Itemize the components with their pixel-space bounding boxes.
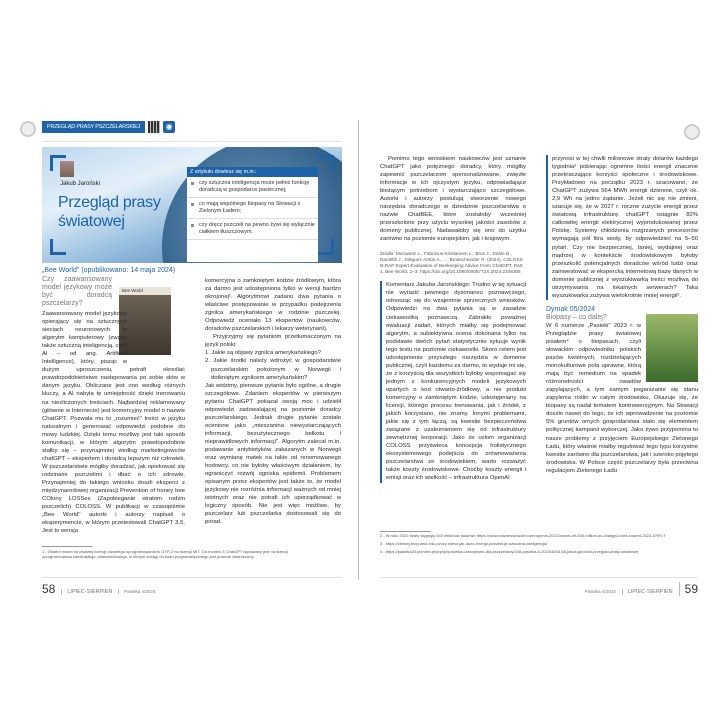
footnote: 2 - W roku 2022 straty sięgnęły 540 milionów dolarów: https://www.businessinsider.com/openai-2022-losses-hit-540-million-as-chatgpt-costs-soared-2023-5?IR=T [380,533,666,538]
body-text: Zaawansowany model językowy opierający się na sztucznych sieciach neuronowych to algorytm komputerowy (zwany także sztuczną inteligencją, czyli AI – od ang. Artificial Intelligence), który, pisząc w dużym uproszczeniu, potrafi określać prawdopodobieństwo następowania po sobie słów w danym języku. Obliczane jest ono według różnych kluczy, a AI nabyła tę umiejętność dzięki trenowaniu na niezliczonych treściach. Najbardziej reklamowany (głównie w Internecie) jest komercyjny model o nazwie ChatGPT. Pozwala mu to „rozumieć" treści w języku naturalnym i generować odpowiedzi podobne do mowy ludzkiej. Dzięki temu możliwy jest taki sposób komunikacji, w którym algorytm prawdopodobnie stałby się – przynajmniej według marketingowców chatGPT – ekspertem i doradcą lepszym niż człowiek. W pszczelarstwie mógłby doradzać, jak opiekować się rodzinami pszczelimi i dbać o ich zdrowie. Przynajmniej do takiego wniosku doszli eksperci z międzynarodowej organizacji Prevention of honey bee COlony LOSSes (Zapobieganie stratom rodzin pszczelich) COLOSS. W publikacji w czasopiśmie „Bee World" autorki i autorzy napisali o eksperymencie, w którym przetestowali ChatGPT 3.5. Jest to wersja [42,311,185,535]
source-citation: Źródło: Morawetz L., Fabricius Kristiansen L., Brus J., Dahle B., Danihlík J., Diéguez-Antón A., … Brodschneider R. (2024). COLOSS B-RAP Expert Evaluation of Beekeeping Advice From ChatGPT, Part 1. Bee World, 1–3. https://doi.org/10.1080/0005772X.2024.2348305 [380,250,523,275]
globe-icon: ◉ [163,121,175,133]
page-title: Przegląd prasy światowej [58,194,161,230]
left-column-1 [42,276,185,544]
library-stamp-right [684,124,700,140]
footnotes-right [380,533,680,554]
footnote: 3 - https://zielony.blog.wsiz.edu.pl/czy-wiesz-jak-duzo-energii-potrzebuje-sztuczna-inteligencja/ [380,541,548,546]
beekeeper-cover-image [646,314,698,382]
author-comment: Komentarz Jakuba Jarońskiego: Trudno w tej sytuacji nie wyrazić pewnego dysonansu poznawczego, odnosząc się do wzajemnie sprzecznych wniosków. Odpowiedzi na dwa pytania są w zasadzie ciekawostką poznawczą. Zabrakło poważnej ewaluacji zadań, których miałby się podejmować algorytm, a subiektywna ocena dokonana tylko na podstawie dwóch pytań statystycznie sytuuje wynik tego testu na poziomie ciekawostki. Skoro celem jest udostępnienie przyszłego narzędzia w domenie publicznej, czyli każdemu za darmo, to wydaje mi się, że z korzyścią dla wszystkich byłoby wspomagać się jednym z konkurencyjnych modeli językowych opartych o kod otwarto-źródłowy, a nie produkt komercyjny o zamkniętym kodzie, udostępniany na licencji, którego procesu trenowania, jak i źródeł, z jakich korzystano, nie znamy. Innymi problemami, jakie się z tym łączą, są kwestie bezpieczeństwa związane z uzależnieniem się od infrastruktury zewnętrznej korporacji. Jako że celom organizacji COLOSS przyświeca koncepcja holistycznego ekosystemowego podejścia do zrównoważenia pszczelarstwa ze środowiskiem, warto rozważyć także koszty środowiskowe. Choćby koszty energii i emisji oraz ich wielkość – infrastruktura OpenAI [380,281,526,482]
page-number: 59 [679,582,698,596]
bee-world-cover-image: Bee World [119,287,171,355]
article-subheading-2: Biopasy – co dalej? [546,313,607,321]
right-column-2: przynosi w tej chwili milionowe straty dolarów każdego tygodnia² pobierając ogromne ilości energii znacznie przekraczające korzyści społeczne i środowiskowe. Przykładowo na początku 2023 r. szacowano, że ChatGPT zużywa 564 MWh energii dziennie, czyli ok. 2,9 Wh na jedno żądanie. Jeżeli nic się nie zmieni, szacuje się, że w 2027 r. roczne zużycie energii przez światową infrastrukturę chatGPT osiągnie 82% całkowitej energii elektrycznej wyprodukowanej przez Polskę. Systemy chłodzenia rozgrzanych procesorów wymagają pół litra wody, by odpowiedzieć na 5–50 pytań. Czy nie bezpieczniej, taniej, wydajniej oraz mądrzej w kontekście środowiskowym byłoby przeszkolić potencjalnych doradców wśród ludzi oraz zainwestować w ekspercką internetową bazę danych w domenie publicznej z wyszukiwarką treści możliwą do utrzymywania na lokalnych serwerach? Taka wyszukiwarka zużywa wielokrotnie mniej energii³. Dymak 05/2024 Biopasy – co dalej? W 6 numerze „Pasieki" 2023 r. w Przeglądzie prasy światowej pisałem⁴ o biopasach, czyli słowackim odpowiedniku polskich pasów kwietnych, rozdzielających monokulturowe pola uprawne, którą mają być remedium na spadek różnorodności owadów zapylających, a tym samym pogarszanie się stanu zapylenia roślin w całym środowisku. Okazuje się, że biopasy są nadal tematem kontrowersyjnym. Na Słowacji doszło nawet do tego, że ich wprowadzenie na poziomie 5% gruntów ornych gospodarstwa stało się elementem politycznej kampanii wyborczej. Jako żywo przypomina to nasze problemy z przyjęciem Europejskiego Zielonego Ładu, który właśnie miałby regulować tego typu korzystne kwestie zarówno dla pszczelarstwa, jak i szeroko pojętego środowiska. W Polsce część pszczelarzy była przeciwna regulacjom Zielonego Ładu [546,156,698,474]
summary-item: co mają wspólnego biopasy na Słowacji z Zielonym Ładem; [187,198,318,219]
summary-box [187,167,318,262]
section-tag: PRZEGLĄD PRASY PSZCZELARSKIEJ [42,121,145,133]
divider [42,141,342,142]
summary-box-title: Z artykułu dowiesz się m.in.: [187,167,318,177]
page-number: 58 [42,582,56,596]
article-subheading: Czy zaawansowany model językowy może być doradcą pszczelarzy? [42,276,112,307]
author-avatar [60,161,74,177]
article-heading: „Bee World" (opublikowano: 14 maja 2024) [42,267,176,274]
right-column-1: Pomimo tego wnioskiem naukowców jest uznanie ChatGPT jako potężnego doradcy, który mógłby zapewnić pszczelarzom spersonalizowane, zwięzłe informacje w ich ojczystym języku, odpowiadające bieżącym potrzebom i wystarczająco szczegółowe. Autorki i autorzy postulują stworzenie nowego narzędzia doradczego w dziedzinie pszczelarstwa o nazwie ChatBEE, które zostałoby wcześniej przeszkolone przy użyciu wysokiej jakości zasobów z domeny publicznej. Nadawałoby się ono do użytku zarówno na poziomie europejskim, jak i krajowym. Źródło: Morawetz L., Fabricius Kristiansen L., Brus J., Dahle B., Danihlík J., Diéguez-Antón A., … Brodschneider R. (2024). COLOSS B-RAP Expert Evaluation of Beekeeping Advice From ChatGPT, Part 1. Bee World, 1–3. https://doi.org/10.1080/0005772X.2024.2348305 Komentarz Jakuba Jarońskiego: Trudno w tej sytuacji nie wyrazić pewnego dysonansu poznawczego, odnosząc się do wzajemnie sprzecznych wniosków. Odpowiedzi na dwa pytania są w zasadzie ciekawostką poznawczą. Zabrakło poważnej ewaluacji zadań, których miałby się podejmować algorytm, a subiektywna ocena dokonana tylko na podstawie dwóch pytań statystycznie sytuuje wynik tego testu na poziomie ciekawostki. Skoro celem jest udostępnienie przyszłego narzędzia w domenie publicznej, czyli każdemu za darmo, to wydaje mi się, że z korzyścią dla wszystkich byłoby wspomagać się jednym z konkurencyjnych modeli językowych opartych o kod otwarto-źródłowy, a nie produkt komercyjny o zamkniętym kodzie, udostępniany na licencji, którego procesu trenowania, jak i źródeł, z jakich korzystano, nie znamy. Innymi problemami, jakie się z tym łączą, są kwestie bezpieczeństwa związane z uzależnieniem się od infrastruktury zewnętrznej korporacji. Jako że celom organizacji COLOSS przyświeca koncepcja holistycznego ekosystemowego podejścia do zrównoważenia pszczelarstwa ze środowiskiem, warto rozważyć także koszty środowiskowe. Choćby koszty energii i emisji oraz ich wielkość – infrastruktura OpenAI [380,156,526,482]
left-column-2: komercyjna o zamkniętym kodzie źródłowym, która za darmo jest udostępniona tylko w wersji bardzo okrojonej¹. Algorytmowi zadano dwa pytania o właściwe postępowanie w przypadku podejrzenia zgnilca amerykańskiego w rodzinie pszczelej. Odpowiedź oceniało 13 ekspertów (naukowców, doradców pszczelarskich i lekarzy weterynarii). Przyjrzyjmy się pytaniom przetłumaczonym na język polski: 1. Jakie są objawy zgnilca amerykańskiego? 2. Jakie środki należy wdrożyć w gospodarstwie pszczelarskim położonym w Norwegii i dotkniętym zgnilcem amerykańskim? Jak widzimy, pierwsze pytanie było ogólne, a drugie szczegółowe. Zdaniem ekspertów w pierwszym pytaniu ChatGPT pokazał swoją moc i udzielił odpowiedzi zadowalającej na poziomie doradcy pszczelarskiego. Jednak drugie pytanie zostało ocenione jako „mieszanina niewystarczających informacji, bezużytecznego bełkotu i nieprawidłowych informacji". Algorytm zalecał m.in. podawanie antybiotyków zakazanych w Norwegii oraz wymianę matek na takie od renomowanego hodowcy, co nie byłoby właściwym działaniem, by ograniczyć rozwój ogniska epidemii. Problemem opisanym przez ekspertów jest także to, że model językowy nie rozróżnia informacji ważnych od mniej istotnych oraz nie potrafi ich uporządkować w logiczny sposób. Nie jest więc możliwe, by pszczelarz lub pszczelarka dostosowali się do porad. [205,278,341,526]
qr-code-icon [148,121,160,133]
summary-item: czy sztuczna inteligencja może pełnić funkcję doradczą w gospodarce pasiecznej; [187,177,318,198]
section-header [42,121,175,133]
article-heading-2: Dymak 05/2024 [546,305,596,313]
footnote: 4 - https://pasieka24.pl/index.php/pl/pl/pasieka-czasopismo-dla-pszczelarzy/248-pasieka-6-2023/4843-58-jakub-jaronski-przeglad-prasy-swiatowej [380,549,639,554]
page-gutter [358,120,359,580]
article-banner [42,147,342,263]
author-name: Jakub Jaroński [60,181,101,187]
summary-item: czy dręcz pszczeli na pewno żywi się wyłącznie ciałkiem tłuszczowym. [187,219,318,240]
library-stamp-left [20,121,36,137]
page-footer-left: 58 LIPIEC-SIERPIEŃ Pasieka 4/2024 [42,582,156,596]
footnote: 1 - Ostatni model na otwartej licencji otwartego oprogramowania to GTP-2 na licencji MIT. Od modelu 3 ChatGPT wydawany jest na licencji oprogramowania zamkniętego, własnościowego, w którym dostęp do kodu programistycznego jest prawnie zastrzeżony. [42,549,289,559]
page-footer-right: Pasieka 4/2024 LIPIEC-SIERPIEŃ 59 [584,582,698,596]
